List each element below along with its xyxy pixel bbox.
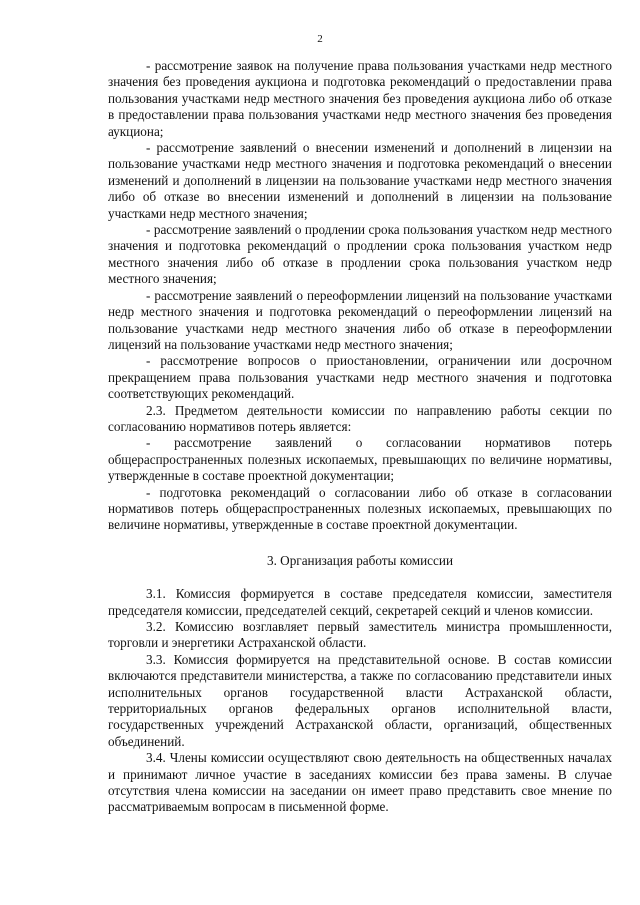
list-item-license-amendments: - рассмотрение заявлений о внесении изменений и дополнений в лицензии на пользование участками недр местного значения и подготовка рекомендаций о внесении изменений и дополнений в лицензии на пользование участками недр местного значения либо об отказе во внесении изменений и дополнений в лицензии на пользование участками недр местного значения; <box>108 140 612 221</box>
list-item-suspension-termination: - рассмотрение вопросов о приостановлении, ограничении или досрочном прекращением права пользования участками недр местного значения и подготовка соответствующих рекомендаций. <box>108 353 612 402</box>
list-item-loss-norms-recommendations: - подготовка рекомендаций о согласовании либо об отказе в согласовании нормативов потерь общераспространенных полезных ископаемых, превышающих по величине нормативы, утвержденные в составе проектной документации. <box>108 484 612 533</box>
document-body <box>108 58 612 816</box>
list-item-term-extension: - рассмотрение заявлений о продлении срока пользования участком недр местного значения и подготовка рекомендаций о продлении срока пользования участком недр местного значения либо об отказе в продлении срока пользования участком недр местного значения; <box>108 222 612 287</box>
list-item-loss-norms-review: - рассмотрение заявлений о согласовании нормативов потерь общераспространенных полезных ископаемых, превышающих по величине нормативы, утвержденные в составе проектной документации; <box>108 435 612 484</box>
list-item-license-reissue: - рассмотрение заявлений о переоформлении лицензий на пользование участками недр местного значения и подготовка рекомендаций о переоформлении лицензий на пользование участками недр местного значения либо об отказе в переоформлении лицензий на пользование участками недр местного значения; <box>108 287 612 352</box>
clause-2-3: 2.3. Предметом деятельности комиссии по направлению работы секции по согласованию нормативов потерь является: <box>108 402 612 434</box>
clause-3-3: 3.3. Комиссия формируется на представительной основе. В состав комиссии включаются представители министерства, а также по согласованию представители иных исполнительных органов государственной власти Астраханской области, территориальных органов федеральных органов исполнительной власти, государственных учреждений Астраханской области, организаций, общественных объединений. <box>108 651 612 749</box>
clause-3-1: 3.1. Комиссия формируется в составе председателя комиссии, заместителя председателя комиссии, председателей секций, секретарей секций и членов комиссии. <box>108 586 612 618</box>
list-item-review-applications-no-auction: - рассмотрение заявок на получение права пользования участками недр местного значения без проведения аукциона и подготовка рекомендаций о предоставлении права пользования участками недр местного значения без проведения аукциона либо об отказе в предоставлении права пользования участками недр местного значения без проведения аукциона; <box>108 58 612 139</box>
clause-3-2: 3.2. Комиссию возглавляет первый заместитель министра промышленности, торговли и энергетики Астраханской области. <box>108 619 612 651</box>
page-number: 2 <box>317 33 323 45</box>
clause-3-4: 3.4. Члены комиссии осуществляют свою деятельность на общественных началах и принимают личное участие в заседаниях комиссии без права замены. В случае отсутствия члена комиссии на заседании он имеет право представить свое мнение по рассматриваемым вопросам в письменной форме. <box>108 750 612 815</box>
section-heading: 3. Организация работы комиссии <box>266 552 454 568</box>
